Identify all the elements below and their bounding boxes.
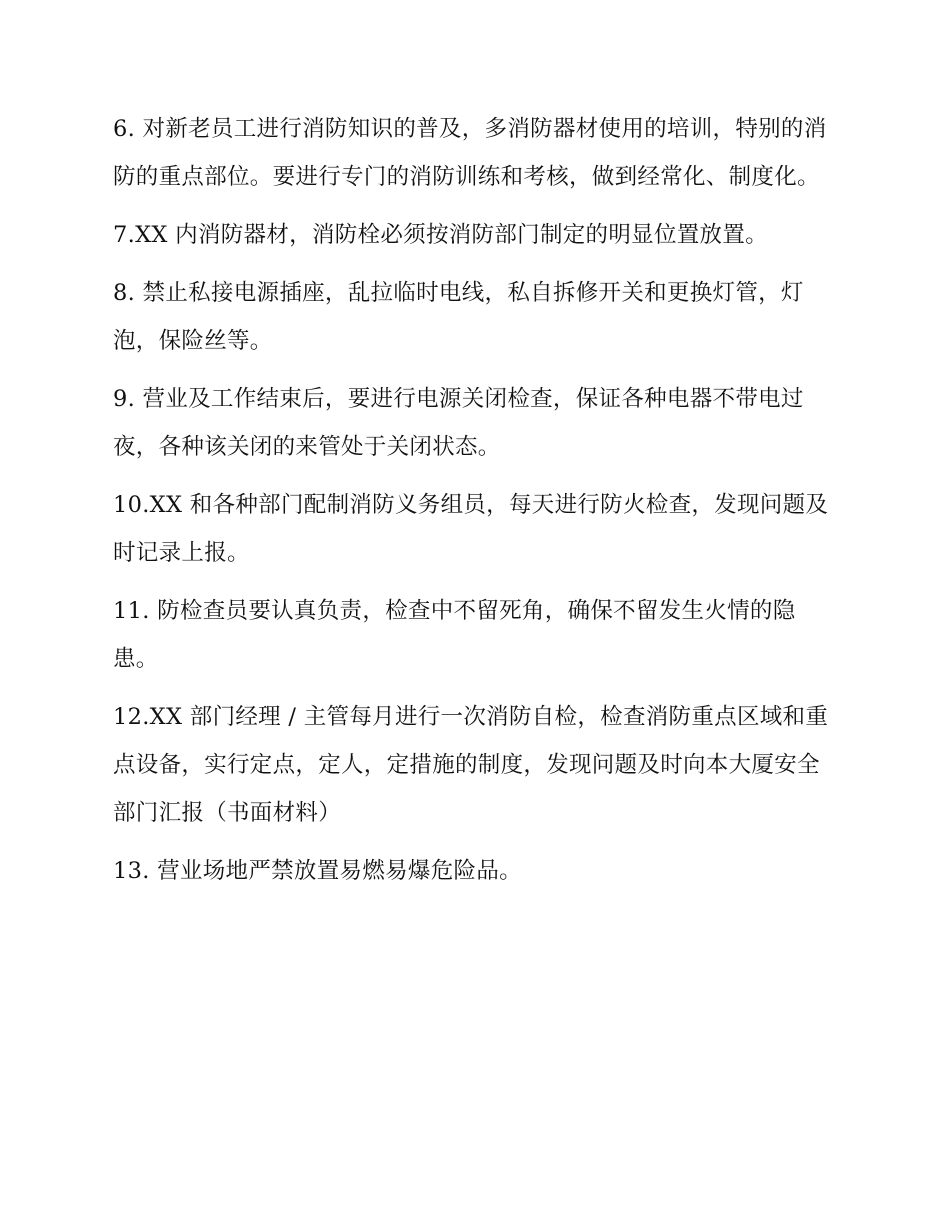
paragraph-item-12: 12.XX 部门经理 / 主管每月进行一次消防自检，检查消防重点区域和重点设备，实行定点，定人，定措施的制度，发现问题及时向本大厦安全部门汇报（书面材料） [113,704,829,826]
paragraph-item-6: 6. 对新老员工进行消防知识的普及，多消防器材使用的培训，特别的消防的重点部位。要进行专门的消防训练和考核，做到经常化、制度化。 [113,116,827,190]
paragraph-item-8: 8. 禁止私接电源插座，乱拉临时电线，私自拆修开关和更换灯管，灯泡，保险丝等。 [113,280,804,354]
document-body [113,105,837,905]
paragraph-item-9: 9. 营业及工作结束后，要进行电源关闭检查，保证各种电器不带电过夜，各种该关闭的来管处于关闭状态。 [113,386,804,460]
paragraph-item-7: 7.XX 内消防器材，消防栓必须按消防部门制定的明显位置放置。 [113,222,768,248]
paragraph-item-13: 13. 营业场地严禁放置易燃易爆危险品。 [113,858,522,884]
paragraph-item-11: 11. 防检查员要认真负责，检查中不留死角，确保不留发生火情的隐患。 [113,598,796,672]
paragraph-item-10: 10.XX 和各种部门配制消防义务组员，每天进行防火检查，发现问题及时记录上报。 [113,492,829,566]
